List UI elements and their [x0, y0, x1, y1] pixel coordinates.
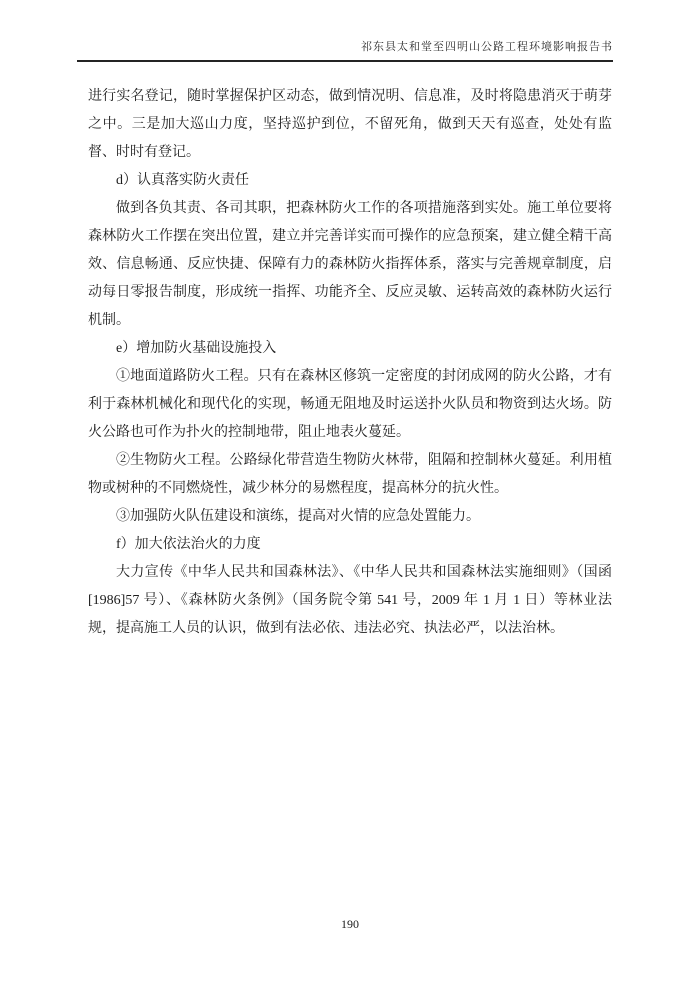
- section-heading: d）认真落实防火责任: [116, 173, 249, 188]
- paragraph: ①地面道路防火工程。只有在森林区修筑一定密度的封闭成网的防火公路，才有利于森林机械化和现代化的实现，畅通无阻地及时运送扑火队员和物资到达火场。防火公路也可作为扑火的控制地带，阻止地表火蔓延。: [88, 369, 612, 440]
- header-title: 祁东县太和堂至四明山公路工程环境影响报告书: [361, 41, 613, 53]
- paragraph: 做到各负其责、各司其职，把森林防火工作的各项措施落到实处。施工单位要将森林防火工作摆在突出位置，建立并完善详实而可操作的应急预案，建立健全精干高效、信息畅通、反应快捷、保障有力的森林防火指挥体系，落实与完善规章制度，启动每日零报告制度，形成统一指挥、功能齐全、反应灵敏、运转高效的森林防火运行机制。: [88, 201, 612, 328]
- paragraph: 进行实名登记，随时掌握保护区动态，做到情况明、信息准，及时将隐患消灭于萌芽之中。三是加大巡山力度，坚持巡护到位，不留死角，做到天天有巡查，处处有监督、时时有登记。: [88, 89, 612, 160]
- section-heading: f）加大依法治火的力度: [116, 537, 261, 552]
- page-number: 190: [341, 917, 359, 931]
- page-header: [77, 40, 613, 62]
- paragraph: ②生物防火工程。公路绿化带营造生物防火林带，阻隔和控制林火蔓延。利用植物或树种的不同燃烧性，减少林分的易燃程度，提高林分的抗火性。: [88, 453, 612, 496]
- section-heading: e）增加防火基础设施投入: [116, 341, 277, 356]
- document-body: [88, 83, 612, 643]
- paragraph: ③加强防火队伍建设和演练，提高对火情的应急处置能力。: [116, 509, 480, 524]
- page-footer: [0, 916, 700, 932]
- paragraph: 大力宣传《中华人民共和国森林法》、《中华人民共和国森林法实施细则》（国函[1986]57 号）、《森林防火条例》（国务院令第 541 号，2009 年 1 月 1 日）等林业法规，提高施工人员的认识，做到有法必依、违法必究、执法必严，以法治林。: [88, 565, 612, 636]
